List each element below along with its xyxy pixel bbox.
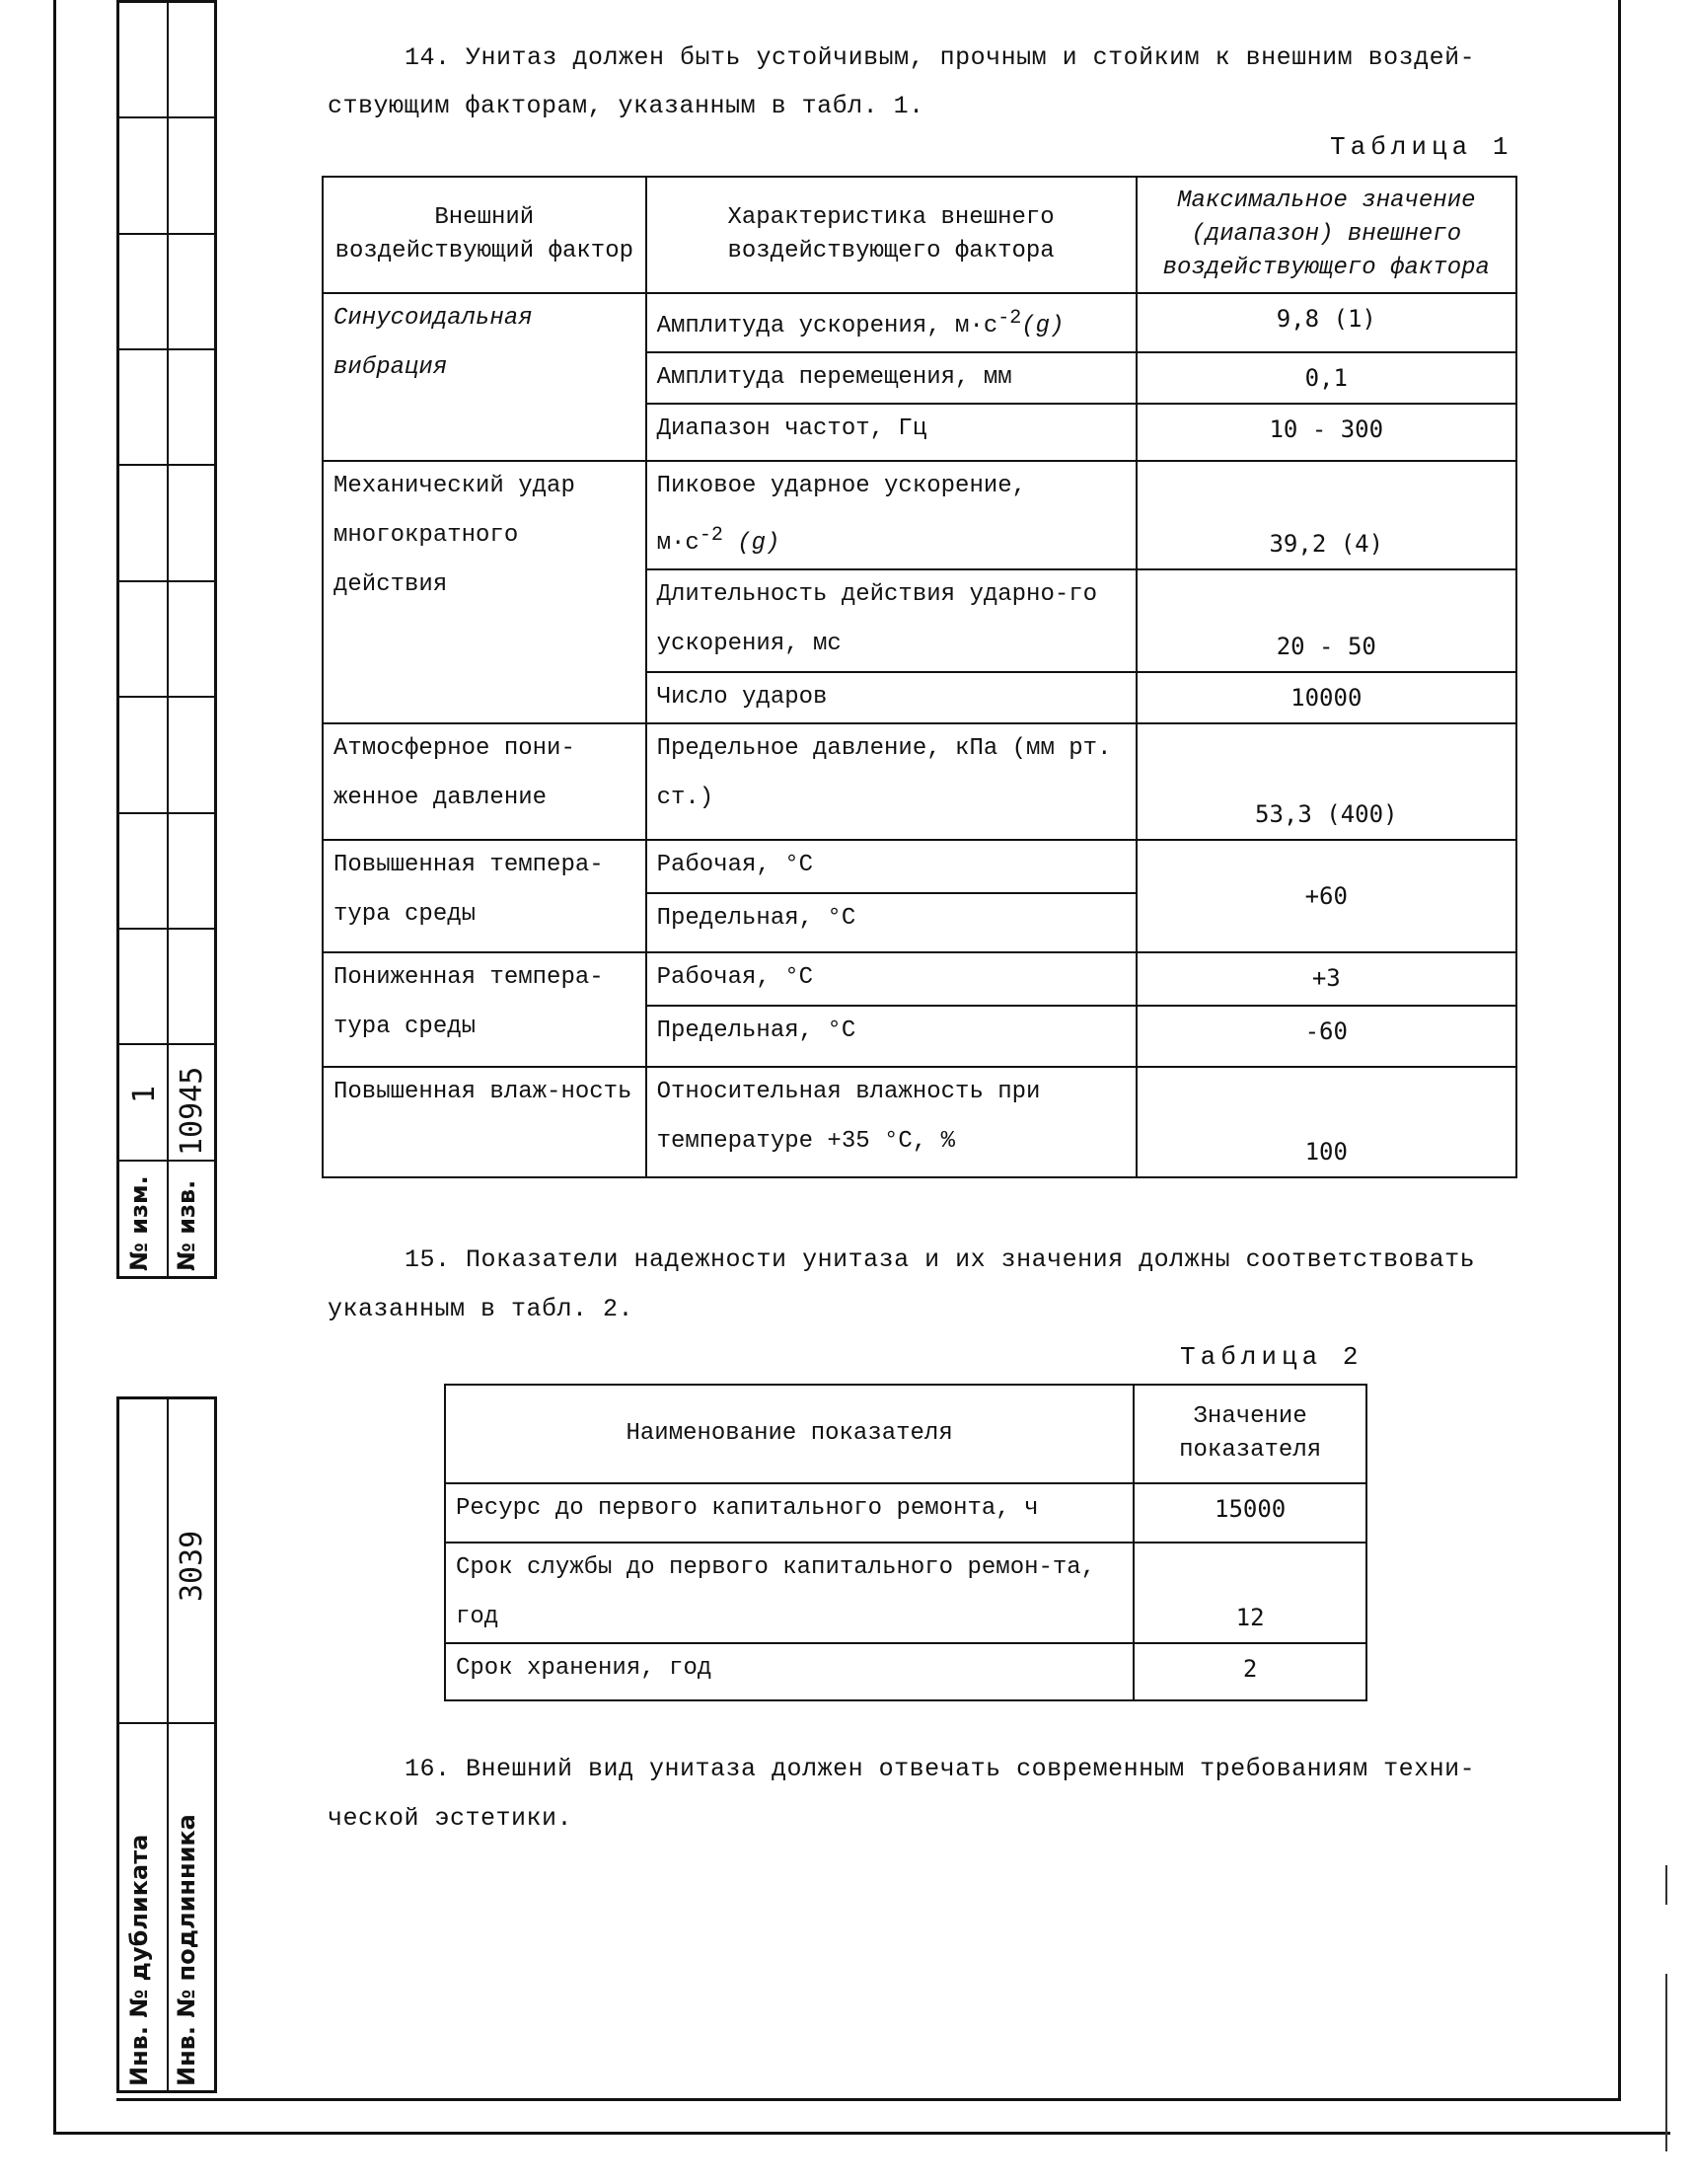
stamp-izv-label: № изв. xyxy=(173,1179,200,1271)
page-frame-bottom xyxy=(116,2098,1621,2101)
cell-factor: Механический удар многократного действия xyxy=(323,461,646,723)
cell-text: Пиковое ударное ускорение, xyxy=(656,473,1027,499)
para16-line1: 16. Внешний вид унитаза должен отвечать современным требованиям техни- xyxy=(405,1755,1476,1783)
cell-g-unit: (g) xyxy=(1021,313,1065,339)
para14-line1: 14. Унитаз должен быть устойчивым, прочным и стойким к внешним воздей- xyxy=(405,43,1476,72)
page-frame-right xyxy=(1618,0,1621,2100)
cell-indicator-value: 12 xyxy=(1134,1543,1366,1643)
cell-indicator-name: Срок хранения, год xyxy=(445,1643,1134,1700)
table-row xyxy=(445,1543,1366,1643)
cell-characteristic: Диапазон частот, Гц xyxy=(646,404,1137,461)
stamp-dubl-label: Инв. № дубликата xyxy=(125,1834,153,2086)
cell-value: +3 xyxy=(1137,952,1516,1006)
table-1 xyxy=(322,176,1517,1178)
cell-characteristic: Предельная, °С xyxy=(646,1006,1137,1067)
table-row xyxy=(323,723,1516,840)
cell-value: 10 - 300 xyxy=(1137,404,1516,461)
side-stamp-top xyxy=(116,0,217,1279)
cell-value: 20 - 50 xyxy=(1137,569,1516,672)
stamp-rule xyxy=(119,1160,214,1162)
stamp-izv-value: 10945 xyxy=(175,1066,209,1156)
cell-indicator-value: 2 xyxy=(1134,1643,1366,1700)
cell-value: -60 xyxy=(1137,1006,1516,1067)
stamp-izm-value: 1 xyxy=(127,1085,162,1103)
cell-text: Амплитуда ускорения, м·с xyxy=(656,313,998,339)
th-factor: Внешний воздействующий фактор xyxy=(323,177,646,293)
side-stamp-bottom xyxy=(116,1396,217,2093)
stamp-rule xyxy=(119,928,214,930)
table-row xyxy=(323,952,1516,1006)
cell-characteristic xyxy=(646,293,1137,352)
frame-tick xyxy=(1665,1865,1667,1905)
stamp-izm-label: № изм. xyxy=(125,1175,153,1271)
cell-value: 100 xyxy=(1137,1067,1516,1177)
table-row xyxy=(445,1643,1366,1700)
cell-characteristic: Число ударов xyxy=(646,672,1137,723)
para14-line2: ствующим факторам, указанным в табл. 1. xyxy=(328,92,924,120)
cell-value: +60 xyxy=(1137,840,1516,952)
stamp-rule xyxy=(119,233,214,235)
cell-characteristic: Амплитуда перемещения, мм xyxy=(646,352,1137,404)
table-header-row xyxy=(323,177,1516,293)
cell-exponent: -2 xyxy=(997,307,1022,330)
stamp-podl-value: 3039 xyxy=(175,1530,209,1602)
cell-factor: Атмосферное пони-женное давление xyxy=(323,723,646,840)
stamp-rule xyxy=(119,1722,214,1724)
stamp-podl-label: Инв. № подлинника xyxy=(173,1814,200,2086)
cell-characteristic: Относительная влажность при температуре +35 °С, % xyxy=(646,1067,1137,1177)
stamp-rule xyxy=(119,116,214,118)
th-indicator-name: Наименование показателя xyxy=(445,1385,1134,1483)
stamp-rule xyxy=(119,580,214,582)
th-characteristic: Характеристика внешнего воздействующего фактора xyxy=(646,177,1137,293)
cell-factor: Пониженная темпера-тура среды xyxy=(323,952,646,1067)
table1-caption: Таблица 1 xyxy=(1330,132,1513,162)
table-row xyxy=(323,293,1516,352)
stamp-rule xyxy=(119,696,214,698)
frame-tick xyxy=(1665,1974,1667,2151)
cell-text: м·с xyxy=(656,530,700,557)
cell-characteristic: Рабочая, °С xyxy=(646,952,1137,1006)
cell-characteristic: Рабочая, °С xyxy=(646,840,1137,893)
cell-characteristic: Предельное давление, кПа (мм рт. ст.) xyxy=(646,723,1137,840)
cell-factor: Повышенная темпера-тура среды xyxy=(323,840,646,952)
stamp-rule xyxy=(119,812,214,814)
stamp-rule xyxy=(119,1043,214,1045)
table-header-row xyxy=(445,1385,1366,1483)
cell-indicator-name: Срок службы до первого капитального ремон-та, год xyxy=(445,1543,1134,1643)
cell-g-unit: (g) xyxy=(737,530,780,557)
cell-characteristic xyxy=(646,461,1137,569)
cell-exponent: -2 xyxy=(699,524,723,547)
para15-line2: указанным в табл. 2. xyxy=(328,1295,634,1323)
stamp-rule xyxy=(119,348,214,350)
cell-value: 10000 xyxy=(1137,672,1516,723)
cell-characteristic: Длительность действия ударно-го ускорения, мс xyxy=(646,569,1137,672)
th-max-value: Максимальное значение (диапазон) внешнего воздействующего фактора xyxy=(1137,177,1516,293)
cell-indicator-name: Ресурс до первого капитального ремонта, ч xyxy=(445,1483,1134,1543)
table2-caption: Таблица 2 xyxy=(1180,1342,1363,1372)
table-row xyxy=(323,1067,1516,1177)
para16-line2: ческой эстетики. xyxy=(328,1804,573,1833)
cell-value: 53,3 (400) xyxy=(1137,723,1516,840)
table-row xyxy=(323,461,1516,569)
para15-line1: 15. Показатели надежности унитаза и их значения должны соответствовать xyxy=(405,1245,1476,1274)
cell-characteristic: Предельная, °С xyxy=(646,893,1137,952)
stamp-rule xyxy=(119,464,214,466)
cell-value: 0,1 xyxy=(1137,352,1516,404)
table-row xyxy=(323,840,1516,893)
cell-value: 39,2 (4) xyxy=(1137,461,1516,569)
cell-factor: Повышенная влаж-ность xyxy=(323,1067,646,1177)
cell-value: 9,8 (1) xyxy=(1137,293,1516,352)
th-indicator-value: Значение показателя xyxy=(1134,1385,1366,1483)
table-row xyxy=(445,1483,1366,1543)
table-2 xyxy=(444,1384,1367,1701)
cell-factor: Синусоидальная вибрация xyxy=(323,293,646,461)
cell-indicator-value: 15000 xyxy=(1134,1483,1366,1543)
